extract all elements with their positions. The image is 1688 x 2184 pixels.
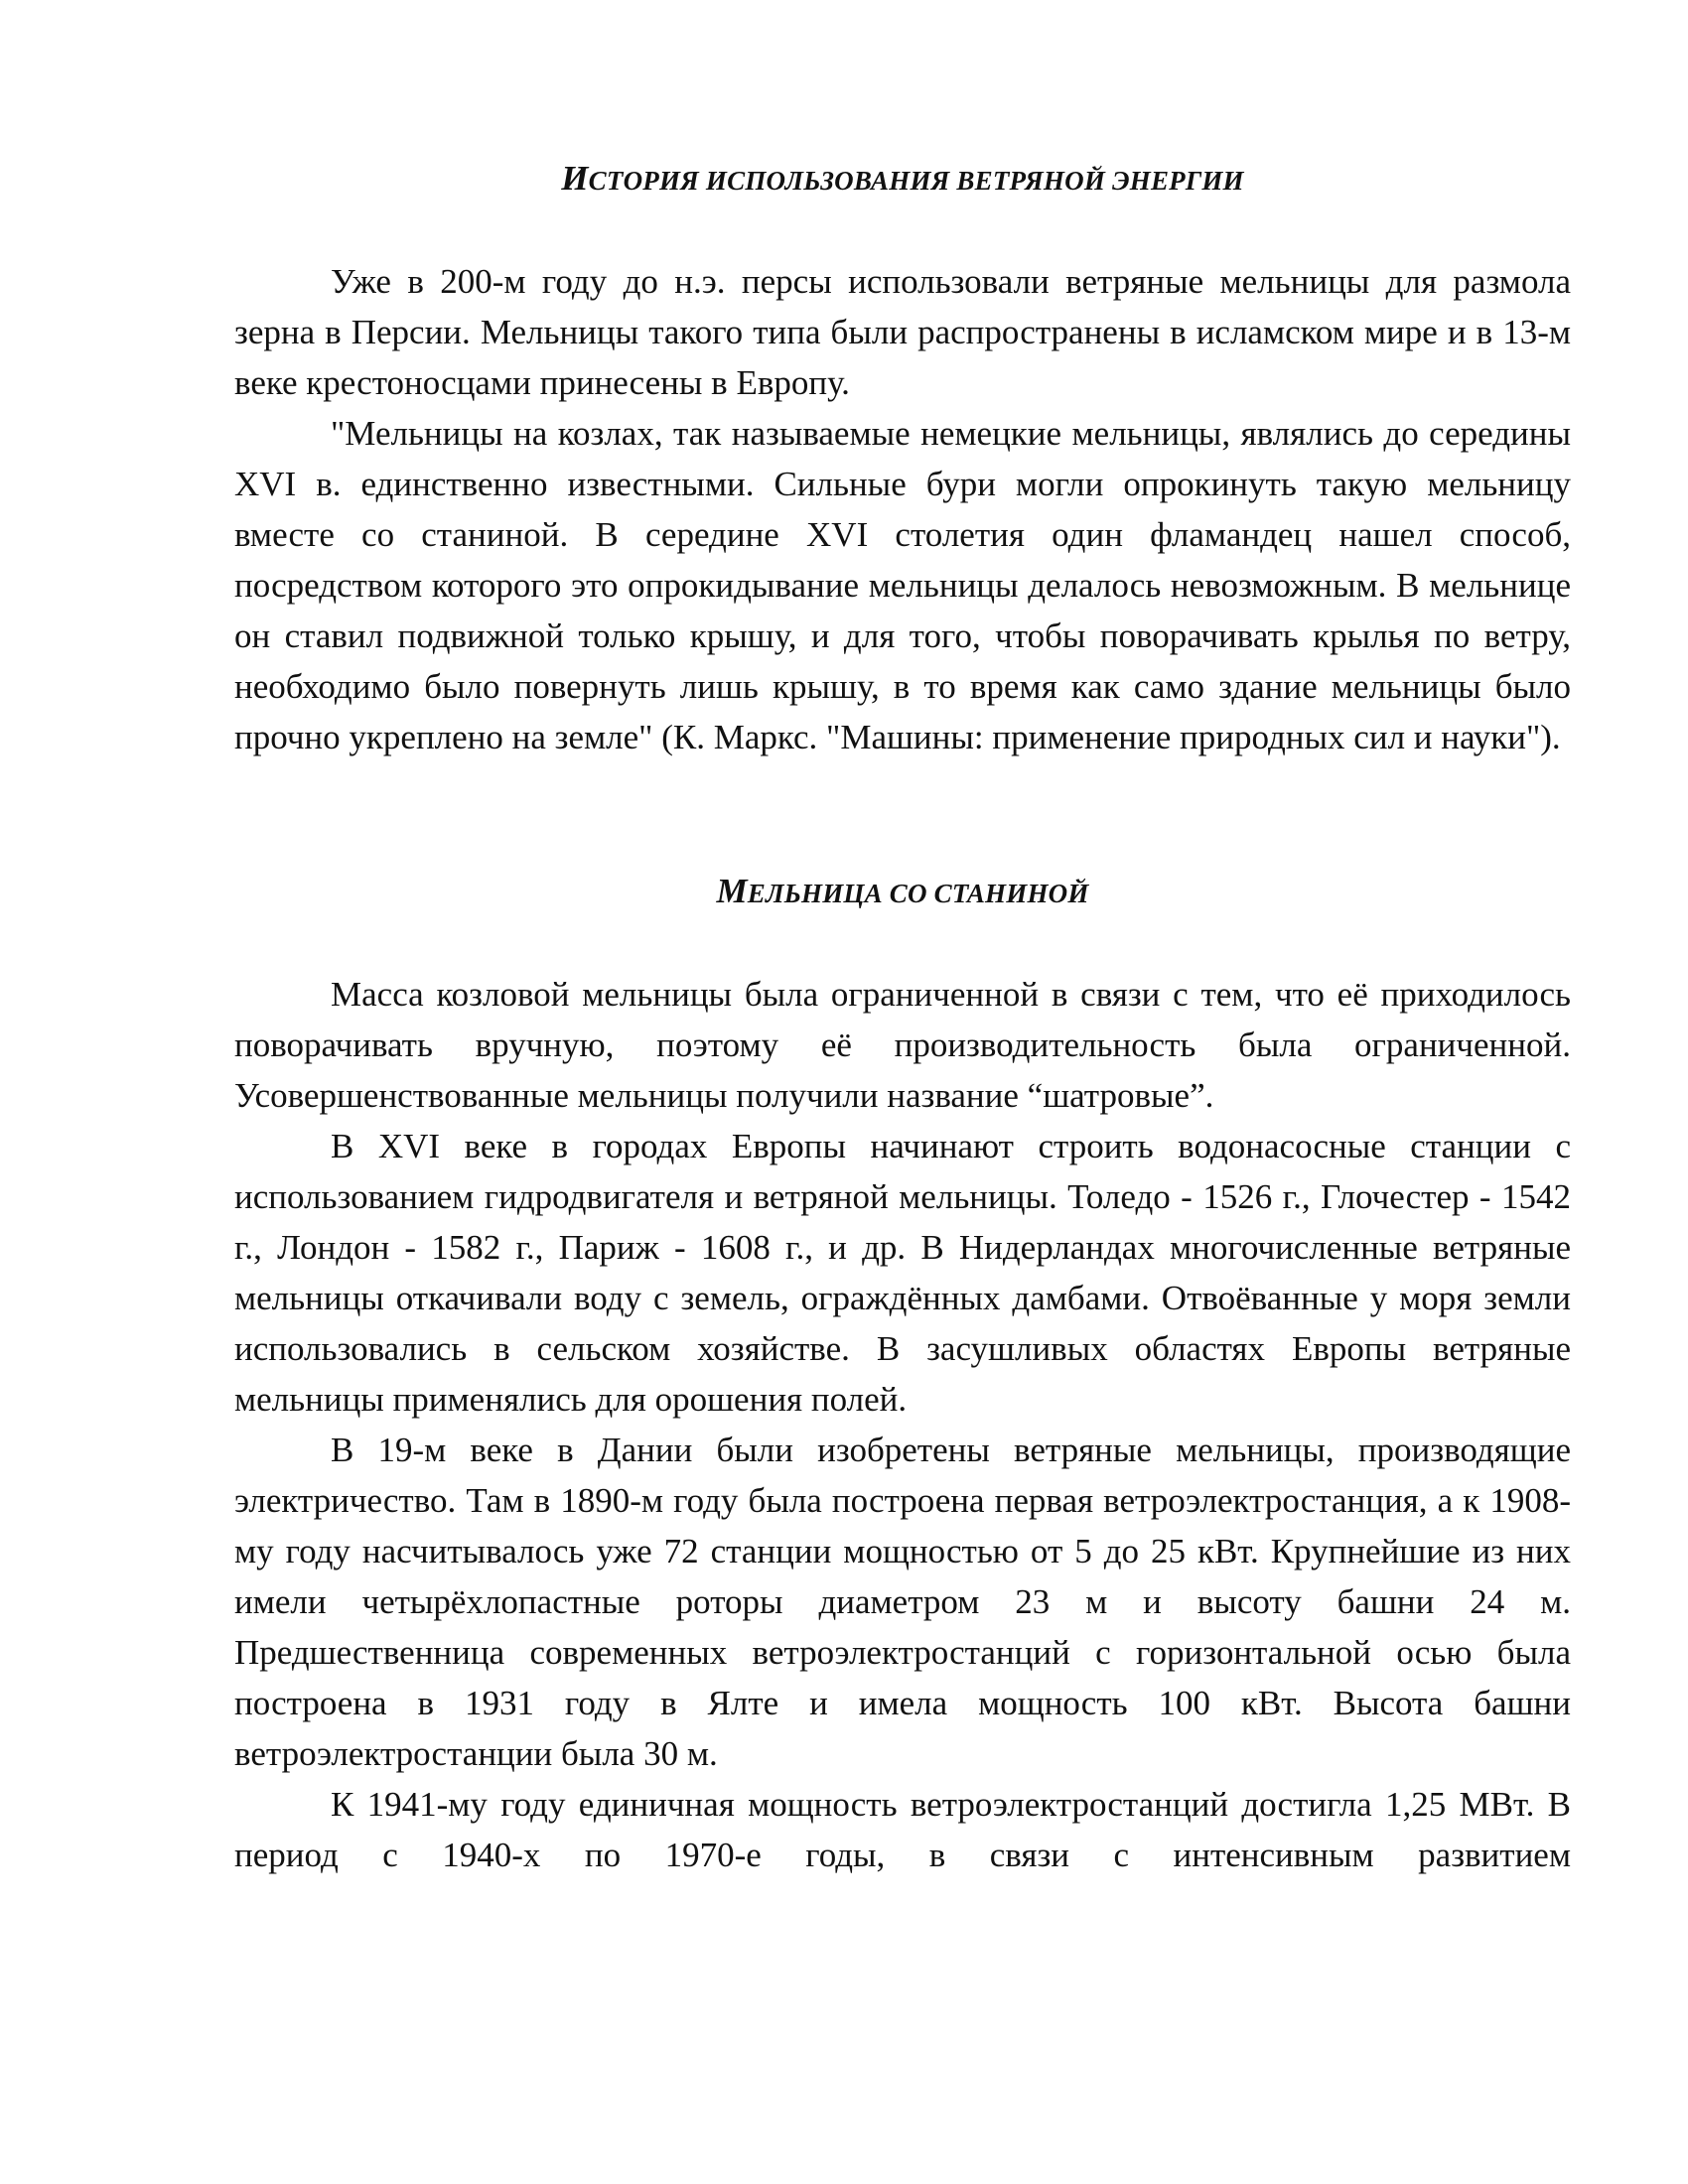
section-heading-trestle-mill bbox=[234, 872, 1571, 911]
paragraph: К 1941-му году единичная мощность ветроэлектростанций достигла 1,25 МВт. В период с 1940-х по 1970-е годы, в связи с интенсивным развитием bbox=[234, 1785, 1571, 1874]
paragraph: В XVI веке в городах Европы начинают строить водонасосные станции с использованием гидродвигателя и ветряной мельницы. Толедо - 1526 г., Глочестер - 1542 г., Лондон - 1582 г., Париж - 1608 г., и др. В Нидерландах многочисленные ветряные мельницы откачивали воду с земель, ограждённых дамбами. Отвоёванные у моря земли использовались в сельском хозяйстве. В засушливых областях Европы ветряные мельницы применялись для орошения полей. bbox=[234, 1127, 1571, 1419]
section-body-history bbox=[234, 256, 1571, 762]
heading-text: СТОРИЯ ИСПОЛЬЗОВАНИЯ ВЕТРЯНОЙ ЭНЕРГИИ bbox=[588, 166, 1244, 196]
section-body-trestle-mill bbox=[234, 969, 1571, 1880]
paragraph: Уже в 200-м году до н.э. персы использовали ветряные мельницы для размола зерна в Персии. Мельницы такого типа были распространены в исламском мире и в 13-м веке крестоносцами принесены в Европу. bbox=[234, 262, 1571, 402]
heading-initial: М bbox=[716, 872, 748, 910]
paragraph: Масса козловой мельницы была ограниченной в связи с тем, что её приходилось поворачивать вручную, поэтому её производительность была ограниченной. Усовершенствованные мельницы получили название “шатровые”. bbox=[234, 975, 1571, 1115]
section-heading-history bbox=[234, 159, 1571, 199]
heading-text: ЕЛЬНИЦА СО СТАНИНОЙ bbox=[747, 879, 1089, 908]
paragraph: "Мельницы на козлах, так называемые немецкие мельницы, являлись до середины XVI в. единственно известными. Сильные бури могли опрокинуть такую мельницу вместе со станиной. В середине XVI столетия один фламандец нашел способ, посредством которого это опрокидывание мельницы делалось невозможным. В мельнице он ставил подвижной только крышу, и для того, чтобы поворачивать крылья по ветру, необходимо было повернуть лишь крышу, в то время как само здание мельницы было прочно укреплено на земле" (К. Маркс. "Машины: применение природных сил и науки"). bbox=[234, 414, 1571, 756]
paragraph: В 19-м веке в Дании были изобретены ветряные мельницы, производящие электричество. Там в 1890-м году была построена первая ветроэлектростанция, а к 1908-му году насчитывалось уже 72 станции мощностью от 5 до 25 кВт. Крупнейшие из них имели четырёхлопастные роторы диаметром 23 м и высоту башни 24 м. Предшественница современных ветроэлектростанций с горизонтальной осью была построена в 1931 году в Ялте и имела мощность 100 кВт. Высота башни ветроэлектростанции была 30 м. bbox=[234, 1431, 1571, 1773]
heading-initial: И bbox=[561, 159, 589, 198]
